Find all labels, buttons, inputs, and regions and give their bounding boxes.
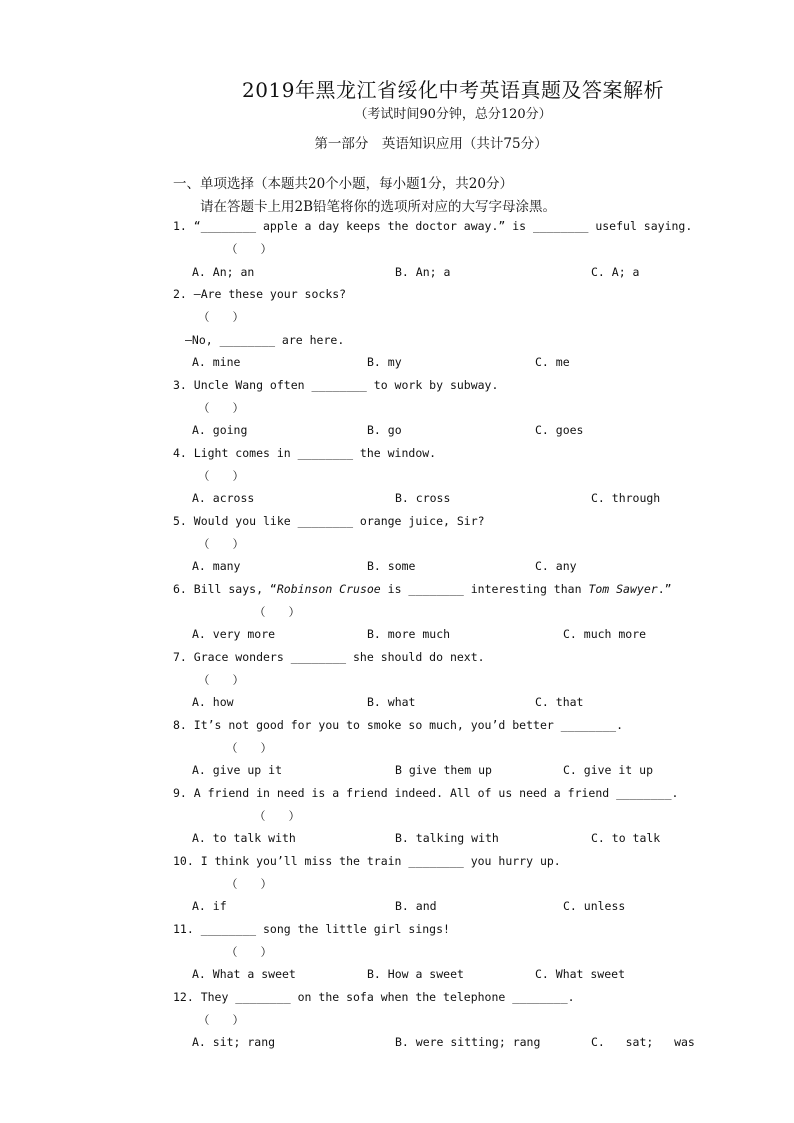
- question-11: 11. ________ song the little girl sings!: [173, 922, 450, 936]
- question-6: [173, 582, 672, 596]
- q11-option-b[interactable]: B. How a sweet: [367, 967, 464, 981]
- answer-paren-8[interactable]: （ ）: [226, 741, 272, 755]
- q6-option-a[interactable]: A. very more: [192, 627, 276, 641]
- q6-option-c[interactable]: C. much more: [563, 627, 647, 641]
- question-8: 8. It’s not good for you to smoke so much, you’d better ________.: [173, 718, 624, 732]
- q5-option-c[interactable]: C. any: [535, 559, 577, 573]
- document-title: 2019年黑龙江省绥化中考英语真题及答案解析: [242, 78, 664, 102]
- q10-option-a[interactable]: A. if: [192, 899, 227, 913]
- q7-option-c[interactable]: C. that: [535, 695, 584, 709]
- question-5: 5. Would you like ________ orange juice, Sir?: [173, 514, 485, 528]
- answer-paren-7[interactable]: （ ）: [198, 673, 244, 687]
- q11-option-c[interactable]: C. What sweet: [535, 967, 626, 981]
- q9-option-a[interactable]: A. to talk with: [192, 831, 296, 845]
- q9-option-c[interactable]: C. to talk: [591, 831, 661, 845]
- answer-paren-6[interactable]: （ ）: [254, 605, 300, 619]
- answer-paren-12[interactable]: （ ）: [198, 1013, 244, 1027]
- q11-option-a[interactable]: A. What a sweet: [192, 967, 296, 981]
- question-10: 10. I think you’ll miss the train ________ you hurry up.: [173, 854, 561, 868]
- q2-option-b[interactable]: B. my: [367, 355, 402, 369]
- section-heading: 一、单项选择（本题共20个小题，每小题1分，共20分）: [173, 176, 513, 192]
- q7-option-b[interactable]: B. what: [367, 695, 416, 709]
- instruction-text: 请在答题卡上用2B铅笔将你的选项所对应的大写字母涂黑。: [200, 199, 557, 215]
- q2-option-c[interactable]: C. me: [535, 355, 570, 369]
- answer-paren-11[interactable]: （ ）: [226, 945, 272, 959]
- q6-text-mid: is ________ interesting than: [380, 582, 589, 596]
- q1-option-a[interactable]: A. An; an: [192, 265, 255, 279]
- q8-option-b[interactable]: B give them up: [395, 763, 492, 777]
- q6-text-pre: 6. Bill says, “: [173, 582, 277, 596]
- question-3: 3. Uncle Wang often ________ to work by subway.: [173, 378, 499, 392]
- q8-option-c[interactable]: C. give it up: [563, 763, 654, 777]
- q6-option-b[interactable]: B. more much: [367, 627, 451, 641]
- q5-option-b[interactable]: B. some: [367, 559, 416, 573]
- q1-option-c[interactable]: C. A; a: [591, 265, 640, 279]
- q4-option-a[interactable]: A. across: [192, 491, 255, 505]
- q3-option-b[interactable]: B. go: [367, 423, 402, 437]
- q6-book-title-1: Robinson Crusoe: [276, 582, 381, 596]
- answer-paren-1[interactable]: （ ）: [226, 242, 272, 256]
- q1-option-b[interactable]: B. An; a: [395, 265, 451, 279]
- answer-paren-10[interactable]: （ ）: [226, 877, 272, 891]
- q10-option-c[interactable]: C. unless: [563, 899, 626, 913]
- q12-option-a[interactable]: A. sit; rang: [192, 1035, 276, 1049]
- q8-option-a[interactable]: A. give up it: [192, 763, 283, 777]
- question-1: 1. “________ apple a day keeps the doctor away.” is ________ useful saying.: [173, 219, 693, 233]
- q5-option-a[interactable]: A. many: [192, 559, 241, 573]
- q3-option-c[interactable]: C. goes: [535, 423, 584, 437]
- question-2-reply: —No, ________ are here.: [185, 333, 345, 347]
- question-4: 4. Light comes in ________ the window.: [173, 446, 437, 460]
- question-7: 7. Grace wonders ________ she should do next.: [173, 650, 485, 664]
- q4-option-c[interactable]: C. through: [591, 491, 661, 505]
- q10-option-b[interactable]: B. and: [395, 899, 437, 913]
- q4-option-b[interactable]: B. cross: [395, 491, 451, 505]
- exam-info: （考试时间90分钟，总分120分）: [354, 107, 552, 122]
- q3-option-a[interactable]: A. going: [192, 423, 248, 437]
- q9-option-b[interactable]: B. talking with: [395, 831, 499, 845]
- question-12: 12. They ________ on the sofa when the telephone ________.: [173, 990, 575, 1004]
- answer-paren-5[interactable]: （ ）: [198, 537, 244, 551]
- question-2: 2. —Are these your socks?: [173, 287, 347, 301]
- answer-paren-4[interactable]: （ ）: [198, 469, 244, 483]
- part-heading: 第一部分 英语知识应用（共计75分）: [314, 136, 548, 152]
- q7-option-a[interactable]: A. how: [192, 695, 234, 709]
- q12-option-b[interactable]: B. were sitting; rang: [395, 1035, 541, 1049]
- answer-paren-3[interactable]: （ ）: [198, 401, 244, 415]
- answer-paren-2[interactable]: （ ）: [198, 310, 244, 324]
- answer-paren-9[interactable]: （ ）: [254, 809, 300, 823]
- q6-text-post: .”: [657, 582, 672, 596]
- q12-option-c[interactable]: C. sat; was: [591, 1035, 695, 1049]
- question-9: 9. A friend in need is a friend indeed. All of us need a friend ________.: [173, 786, 679, 800]
- q6-book-title-2: Tom Sawyer: [588, 582, 658, 596]
- q2-option-a[interactable]: A. mine: [192, 355, 241, 369]
